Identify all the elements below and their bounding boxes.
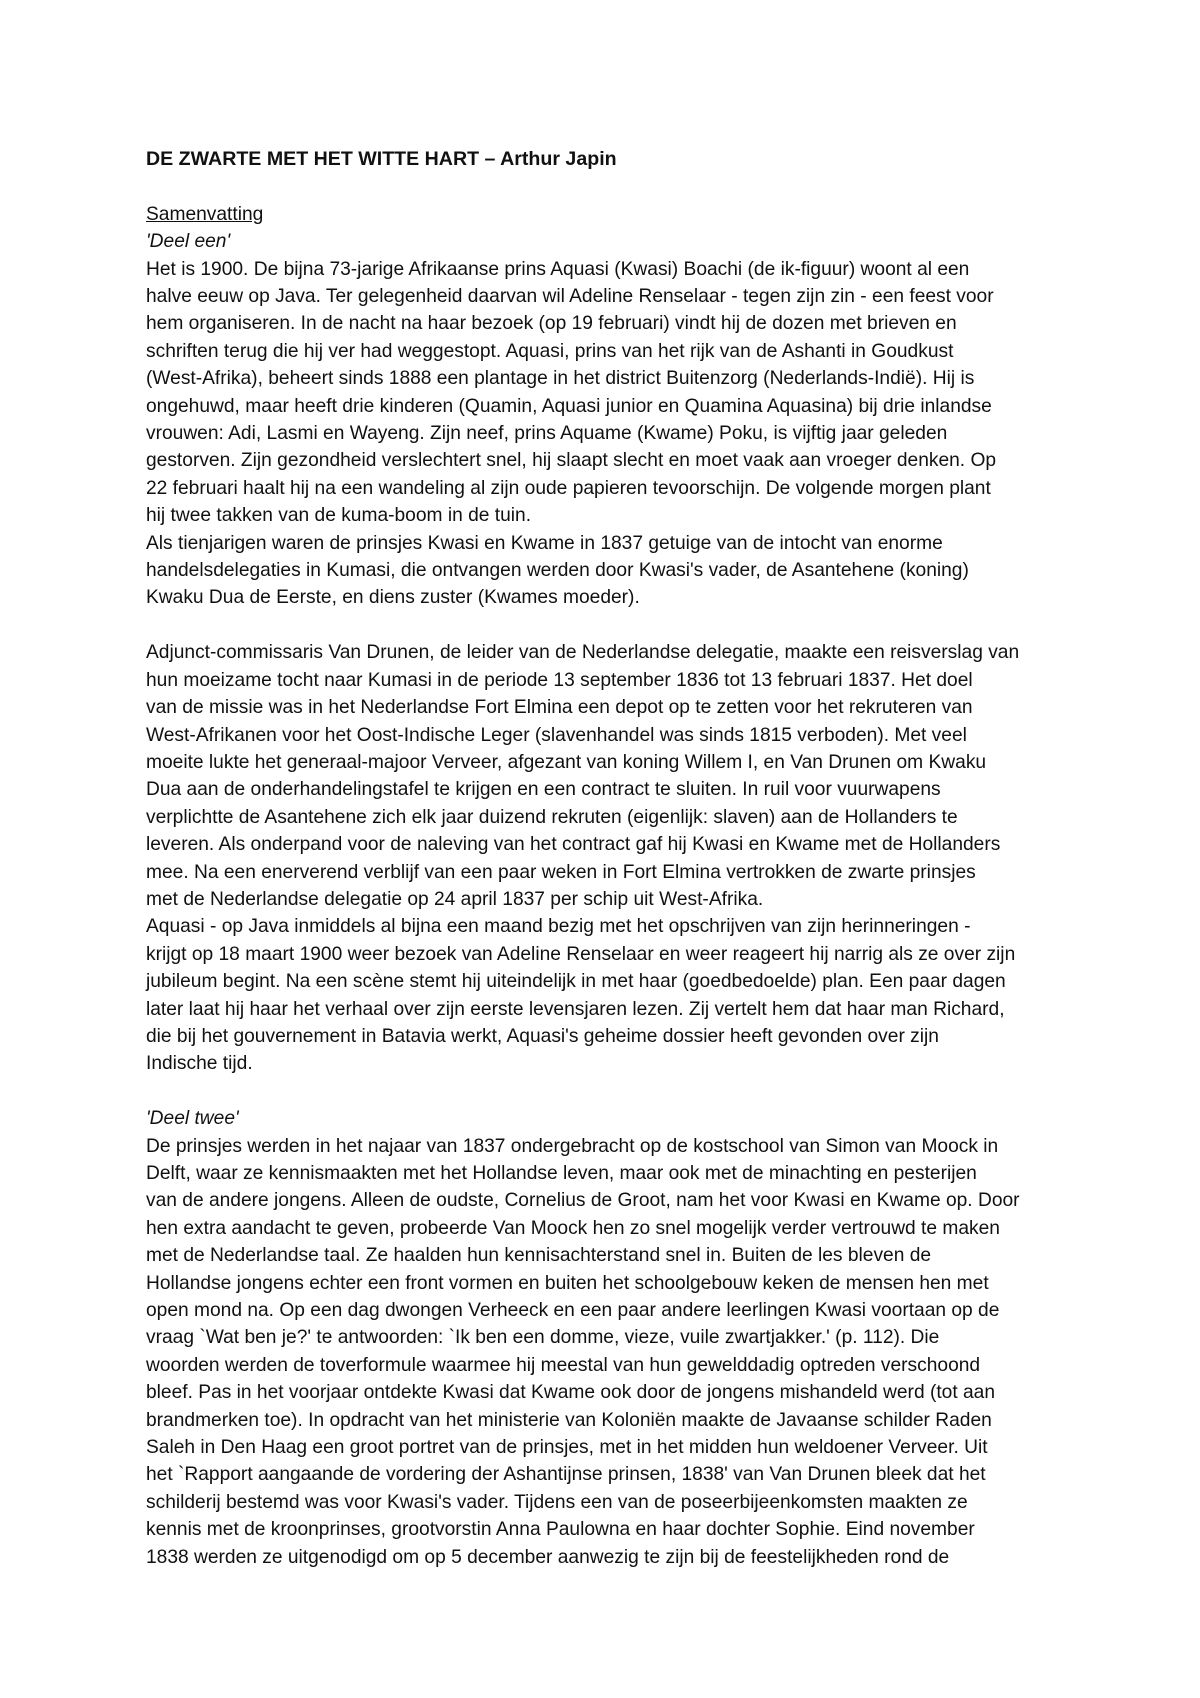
text-line: Indische tijd. [146, 1053, 253, 1075]
text-line: halve eeuw op Java. Ter gelegenheid daarvan wil Adeline Renselaar - tegen zijn zin - een feest voor [146, 286, 994, 308]
text-line: open mond na. Op een dag dwongen Verheeck en een paar andere leerlingen Kwasi voortaan op de [146, 1300, 1000, 1322]
paragraph [146, 639, 1066, 913]
text-line: vraag `Wat ben je?' te antwoorden: `Ik ben een domme, vieze, vuile zwartjakker.' (p. 112). Die [146, 1327, 940, 1349]
text-line: later laat hij haar het verhaal over zijn eerste levensjaren lezen. Zij vertelt hem dat haar man Richard, [146, 998, 1005, 1020]
text-line: bleef. Pas in het voorjaar ontdekte Kwasi dat Kwame ook door de jongens mishandeld werd (tot aan [146, 1382, 996, 1404]
blank-line [146, 173, 1066, 200]
text-line: krijgt op 18 maart 1900 weer bezoek van Adeline Renselaar en weer reageert hij narrig als ze over zijn [146, 943, 1016, 965]
blank-line [146, 1078, 1066, 1105]
text-line: met de Nederlandse delegatie op 24 april 1837 per schip uit West-Afrika. [146, 888, 764, 910]
paragraph [146, 530, 1066, 612]
text-line: Hollandse jongens echter een front vormen en buiten het schoolgebouw keken de mensen hen met [146, 1272, 989, 1294]
text-line: Als tienjarigen waren de prinsjes Kwasi en Kwame in 1837 getuige van de intocht van enorme [146, 532, 943, 554]
text-line: met de Nederlandse taal. Ze haalden hun kennisachterstand snel in. Buiten de les bleven de [146, 1245, 932, 1267]
text-line: handelsdelegaties in Kumasi, die ontvangen werden door Kwasi's vader, de Asantehene (koning) [146, 560, 969, 582]
text-line: hij twee takken van de kuma-boom in de tuin. [146, 505, 532, 527]
text-line: 22 februari haalt hij na een wandeling al zijn oude papieren tevoorschijn. De volgende morgen plant [146, 477, 991, 499]
blank-line [146, 612, 1066, 639]
text-line: Saleh in Den Haag een groot portret van de prinsjes, met in het midden hun weldoener Verveer. Uit [146, 1437, 988, 1459]
text-line: Delft, waar ze kennismaakten met het Hollandse leven, maar ook met de minachting en pesterijen [146, 1162, 977, 1184]
text-line: gestorven. Zijn gezondheid verslechtert snel, hij slaapt slecht en moet vaak aan vroeger denken. Op [146, 450, 997, 472]
text-line: Het is 1900. De bijna 73-jarige Afrikaanse prins Aquasi (Kwasi) Boachi (de ik-figuur) woont al een [146, 258, 970, 280]
part-heading-deel-een: 'Deel een' [146, 231, 231, 253]
text-line: vrouwen: Adi, Lasmi en Wayeng. Zijn neef, prins Aquame (Kwame) Poku, is vijftig jaar geleden [146, 423, 948, 445]
text-line: Aquasi - op Java inmiddels al bijna een maand bezig met het opschrijven van zijn herinneringen - [146, 916, 971, 938]
text-line: moeite lukte het generaal-majoor Verveer, afgezant van koning Willem I, en Van Drunen om Kwaku [146, 751, 987, 773]
text-line: (West-Afrika), beheert sinds 1888 een plantage in het district Buitenzorg (Nederlands-Indië). Hij is [146, 368, 975, 390]
text-line: hen extra aandacht te geven, probeerde Van Moock hen zo snel mogelijk verder vertrouwd te maken [146, 1217, 1000, 1239]
text-line: 1838 werden ze uitgenodigd om op 5 december aanwezig te zijn bij de feestelijkheden rond de [146, 1546, 950, 1568]
part-heading-deel-twee: 'Deel twee' [146, 1108, 239, 1130]
text-line: Adjunct-commissaris Van Drunen, de leider van de Nederlandse delegatie, maakte een reisverslag van [146, 642, 1020, 664]
text-line: leveren. Als onderpand voor de naleving van het contract gaf hij Kwasi en Kwame met de Hollanders [146, 834, 1001, 856]
text-line: ongehuwd, maar heeft drie kinderen (Quamin, Aquasi junior en Quamina Aquasina) bij drie inlandse [146, 395, 992, 417]
text-line: schriften terug die hij ver had weggestopt. Aquasi, prins van het rijk van de Ashanti in Goudkust [146, 340, 954, 362]
text-line: hem organiseren. In de nacht na haar bezoek (op 19 februari) vindt hij de dozen met brieven en [146, 313, 957, 335]
text-line: mee. Na een enerverend verblijf van een paar weken in Fort Elmina vertrokken de zwarte prinsjes [146, 861, 976, 883]
text-line: van de missie was in het Nederlandse Fort Elmina een depot op te zetten voor het rekruteren van [146, 697, 973, 719]
paragraph [146, 256, 1066, 530]
text-line: Dua aan de onderhandelingstafel te krijgen en een contract te sluiten. In ruil voor vuurwapens [146, 779, 941, 801]
text-line: van de andere jongens. Alleen de oudste, Cornelius de Groot, nam het voor Kwasi en Kwame op. Door [146, 1190, 1020, 1212]
text-line: die bij het gouvernement in Batavia werkt, Aquasi's geheime dossier heeft gevonden over zijn [146, 1025, 939, 1047]
section-heading-samenvatting: Samenvatting [146, 203, 264, 225]
text-line: brandmerken toe). In opdracht van het ministerie van Koloniën maakte de Javaanse schilder Raden [146, 1409, 992, 1431]
text-line: verplichtte de Asantehene zich elk jaar duizend rekruten (eigenlijk: slaven) aan de Hollanders te [146, 806, 958, 828]
document-body [146, 146, 1066, 1571]
text-line: West-Afrikanen voor het Oost-Indische Leger (slavenhandel was sinds 1815 verboden). Met veel [146, 724, 967, 746]
text-line: jubileum begint. Na een scène stemt hij uiteindelijk in met haar (goedbedoelde) plan. Een paar dagen [146, 971, 1006, 993]
text-line: schilderij bestemd was voor Kwasi's vader. Tijdens een van de poseerbijeenkomsten maakten ze [146, 1491, 968, 1513]
text-line: De prinsjes werden in het najaar van 1837 ondergebracht op de kostschool van Simon van Moock in [146, 1135, 999, 1157]
text-line: Kwaku Dua de Eerste, en diens zuster (Kwames moeder). [146, 587, 640, 609]
document-title: DE ZWARTE MET HET WITTE HART – Arthur Japin [146, 148, 617, 170]
text-line: hun moeizame tocht naar Kumasi in de periode 13 september 1836 tot 13 februari 1837. Het doel [146, 669, 973, 691]
text-line: woorden werden de toverformule waarmee hij meestal van hun gewelddadig optreden verschoond [146, 1354, 981, 1376]
paragraph [146, 913, 1066, 1077]
text-line: kennis met de kroonprinses, grootvorstin Anna Paulowna en haar dochter Sophie. Eind november [146, 1519, 975, 1541]
text-line: het `Rapport aangaande de vordering der Ashantijnse prinsen, 1838' van Van Drunen bleek dat het [146, 1464, 986, 1486]
paragraph [146, 1133, 1066, 1572]
